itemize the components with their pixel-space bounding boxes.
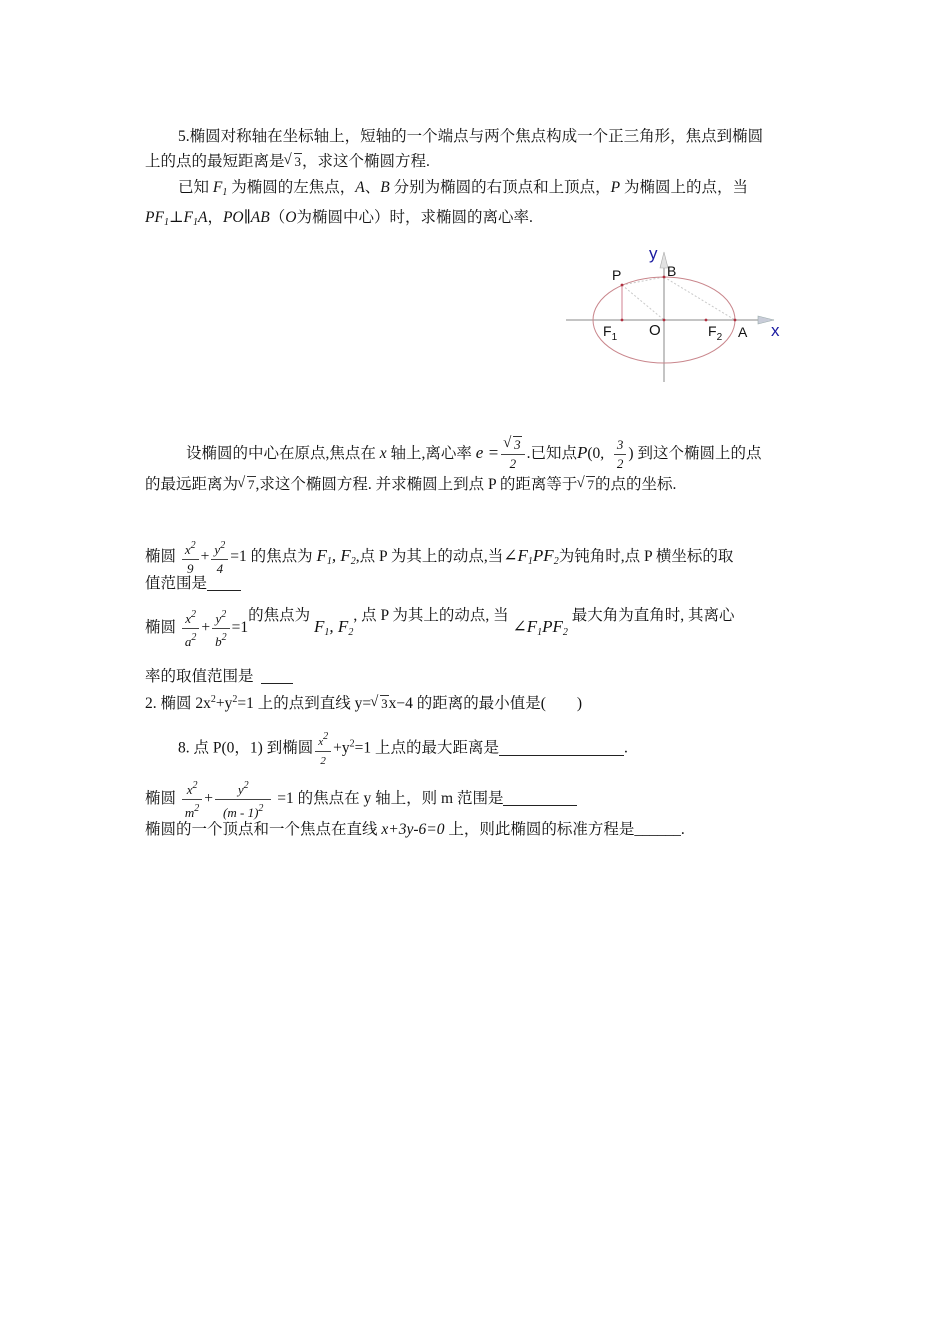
answer-blank	[499, 739, 624, 756]
label-x: x	[771, 321, 780, 340]
fraction-x2-a2: $\frac{x^2}{a^2}$	[182, 606, 200, 651]
text: 椭圆	[145, 619, 177, 637]
text: 为椭圆中心）时，求椭圆的离心率.	[296, 209, 533, 226]
text: 椭圆	[145, 790, 177, 808]
numerator: x	[186, 782, 193, 797]
text: .已知点	[526, 445, 577, 463]
math-parallel: PO∥AB	[222, 209, 270, 226]
answer-blank	[207, 574, 241, 591]
text: 为椭圆的左焦点，	[231, 179, 356, 196]
problem-5-line-2	[145, 152, 430, 172]
text: ，求这个椭圆方程.	[302, 153, 430, 170]
text: 的最远距离为	[145, 476, 239, 493]
point-a	[734, 319, 737, 322]
text: 为钝角时,点 P 横坐标的取	[558, 548, 734, 566]
math-line-equation: x+3y-6=0	[381, 821, 445, 838]
text: 为椭圆上的点，当	[623, 179, 748, 196]
text: 上的点的最短距离是	[145, 153, 285, 170]
label-f2	[708, 323, 723, 343]
point-b	[663, 276, 666, 279]
label-o: O	[649, 322, 661, 339]
denominator: 9	[182, 559, 199, 578]
text: 上，则此椭圆的标准方程是______.	[444, 821, 685, 838]
fraction-x2-2: $\frac{x2}{2}$	[315, 728, 331, 770]
fraction-p	[614, 436, 627, 473]
text: =1 的焦点在 y 轴上，则 m 范围是	[277, 790, 504, 808]
text: x−4 的距离的最小值是( )	[388, 695, 583, 712]
point-f1	[621, 319, 624, 322]
problem-5-line-1: 5.椭圆对称轴在坐标轴上，短轴的一个端点与两个焦点构成一个正三角形，焦点到椭圆	[178, 128, 764, 145]
denominator: 4	[211, 559, 228, 578]
text: 轴上,离心率	[390, 445, 472, 463]
math-a: A	[355, 179, 365, 196]
label-p: P	[612, 267, 622, 283]
label-a: A	[738, 324, 748, 340]
text: =1 上点的最大距离是	[354, 739, 499, 757]
label-f2-sub: 2	[716, 332, 723, 343]
text: =1	[231, 619, 249, 637]
problem-11: 8. 点 P(0，1) 到椭圆 $\frac{x2}{2}$ $+y^2=1$ 上点的最大距离是 .	[178, 728, 628, 770]
text: 椭圆的一个顶点和一个焦点在直线	[145, 821, 378, 838]
denominator: a	[184, 634, 192, 649]
numerator: y	[215, 611, 222, 626]
text: =1 的焦点为	[230, 548, 313, 566]
dotted-line-ba	[664, 277, 735, 320]
label-y: y	[649, 244, 658, 263]
denominator: 2	[501, 454, 525, 473]
denominator: b	[215, 634, 222, 649]
numerator: x	[185, 611, 192, 626]
problem-12: 椭圆 $\frac{x^2}{m^2}$ + $\frac{y^2}{(m - 1)^2}$ =1 的焦点在 y 轴上，则 m 范围是	[145, 777, 577, 822]
denominator: 2	[315, 751, 331, 770]
text: 的点的坐标.	[594, 476, 677, 493]
problem-6-line-2: $PF_1\perp F_1A$，PO∥AB（O为椭圆中心）时，求椭圆的离心率.	[145, 209, 533, 228]
point-f2	[705, 319, 708, 322]
text: ,点 P 为其上的动点,当	[355, 548, 504, 566]
text: +y	[333, 739, 350, 757]
math-point-p: P	[576, 443, 588, 463]
problem-8-line-2	[145, 574, 241, 594]
label-f1-main: F	[603, 323, 612, 339]
problem-9-line-1: 椭圆 $\frac{x^2}{a^2}$ + $\frac{y^2}{b^2}$ =1的焦点为 $F_1$, $F_2$, 点 P 为其上的动点, 当 $\angle F_1PF_2$ 最大角为直角时, 其离心	[145, 607, 735, 649]
math-f1-f2: $F_1$, $F_2$	[316, 546, 356, 568]
ellipse-figure	[560, 240, 810, 388]
text: , 点 P 为其上的动点, 当	[353, 607, 509, 625]
problem-13	[145, 820, 685, 840]
math-o: O	[285, 209, 297, 226]
numerator: x	[184, 542, 191, 557]
text: 率的取值范围是	[145, 668, 254, 685]
text: 8. 点 P(0，1) 到椭圆	[178, 739, 314, 757]
problem-7-line-2	[145, 475, 676, 495]
math-condition: $PF_1\perp F_1A$	[145, 209, 208, 228]
math-f1-f2: $F_1$, $F_2$	[314, 617, 354, 639]
math-x: x	[375, 445, 391, 463]
math-p: P	[610, 179, 621, 196]
text: ) 到这个椭圆上的点	[628, 445, 762, 463]
text: 2. 椭圆 2x	[145, 695, 211, 712]
answer-blank	[503, 789, 577, 806]
denominator: m	[184, 805, 195, 820]
numerator: y	[237, 782, 244, 797]
math-b: B	[380, 179, 390, 196]
problem-8-line-1: 椭圆 $\frac{x^2}{9}$ + $\frac{y^2}{4}$ =1 的焦点为 $F_1$, $F_2$,点 P 为其上的动点,当$\angle F_1PF_2$为钝角时,点 P 横坐标的取	[145, 537, 733, 578]
sqrt-3: √ 3	[294, 153, 303, 170]
denominator: 2	[614, 454, 627, 473]
sqrt-3: √ 3	[513, 436, 522, 453]
text: 值范围是	[145, 575, 208, 592]
text: 的焦点为	[248, 607, 311, 625]
math-f1: $F_1$	[212, 179, 228, 198]
text: 已知	[178, 179, 210, 196]
numerator: x	[318, 736, 324, 748]
text: ,求这个椭圆方程. 并求椭圆上到点 P 的距离等于	[255, 476, 578, 493]
problem-10: 2. 椭圆 $2x^2+y^2=1$ 上的点到直线 y=√ 3x−4 的距离的最小值是( )	[145, 690, 582, 714]
point-o	[663, 319, 666, 322]
text: 椭圆	[145, 548, 177, 566]
sqrt-7: √ 7	[586, 476, 595, 493]
text: （	[269, 209, 286, 226]
math-e: e =	[475, 443, 500, 463]
dotted-line-po	[622, 285, 664, 320]
sqrt-3: √ 3	[380, 695, 389, 712]
text: +y	[215, 695, 233, 712]
text: 分别为椭圆的右顶点和上顶点，	[393, 179, 611, 196]
text: 最大角为直角时, 其离心	[571, 607, 735, 625]
label-f2-main: F	[708, 323, 717, 339]
denominator: (m - 1)	[223, 805, 259, 820]
math-angle-f1pf2: $\angle F_1PF_2$	[512, 617, 568, 639]
text: .	[623, 739, 628, 757]
problem-9-line-2	[145, 667, 293, 687]
numerator: y	[214, 542, 221, 557]
text: =1 上的点到直线 y=	[237, 695, 372, 712]
label-f1	[603, 323, 618, 343]
math-angle-f1pf2: $\angle F_1PF_2$	[503, 546, 559, 568]
fraction-x2-9: $\frac{x^2}{9}$	[182, 537, 199, 578]
fraction-y2-4: $\frac{y^2}{4}$	[211, 537, 228, 578]
problem-7-line-1: 设椭圆的中心在原点,焦点在 x 轴上,离心率 e = √ $\frac{3}{2}$ .已知点P(0, $\frac{3}{2}$ ) 到这个椭圆上的点	[186, 436, 761, 473]
point-p	[621, 284, 624, 287]
text: 设椭圆的中心在原点,焦点在	[186, 445, 376, 463]
dotted-line-pb	[622, 277, 664, 285]
numerator: 3	[616, 437, 624, 452]
fraction-x2-m2: $\frac{x^2}{m^2}$	[182, 777, 202, 822]
label-f1-sub: 1	[611, 332, 618, 343]
sqrt-7: √ 7	[247, 476, 256, 493]
fraction-y2-m1: $\frac{y^2}{(m - 1)^2}$	[215, 777, 271, 822]
label-b: B	[667, 263, 677, 279]
problem-6-line-1: 已知 $F_1$ 为椭圆的左焦点，A、B 分别为椭圆的右顶点和上顶点，P 为椭圆上的点，当	[178, 179, 748, 198]
answer-blank	[261, 667, 293, 684]
fraction-y2-b2: $\frac{y^2}{b^2}$	[212, 606, 230, 651]
fraction-e	[501, 436, 525, 473]
